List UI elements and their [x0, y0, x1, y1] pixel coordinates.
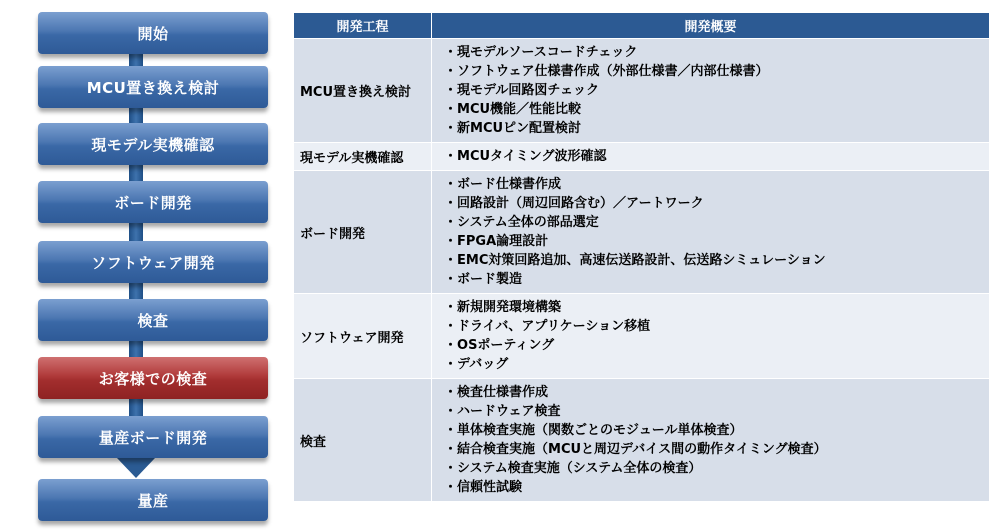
overview-item: ・ 新規開発環境構築	[444, 298, 989, 317]
flow-step-current-model-check: 現モデル実機確認	[38, 123, 268, 165]
row-overview	[432, 39, 990, 143]
overview-item: ・ 現モデルソースコードチェック	[444, 43, 989, 62]
overview-item: ・ ボード仕様書作成	[444, 175, 989, 194]
overview-item: ・ ソフトウェア仕様書作成（外部仕様書／内部仕様書）	[444, 62, 989, 81]
table-row	[294, 39, 990, 143]
overview-item: ・ 単体検査実施（関数ごとのモジュール単体検査）	[444, 421, 989, 440]
process-flow	[0, 0, 280, 532]
row-process-label: 現モデル実機確認	[294, 143, 432, 171]
overview-item: ・ 現モデル回路図チェック	[444, 81, 989, 100]
overview-item: ・ 結合検査実施（MCUと周辺デバイス間の動作タイミング検査）	[444, 440, 989, 459]
header-overview: 開発概要	[432, 13, 990, 39]
table-row	[294, 143, 990, 171]
flow-step-customer-inspection: お客様での検査	[38, 357, 268, 399]
flow-step-mass-production-board: 量産ボード開発	[38, 416, 268, 458]
flow-step-inspection: 検査	[38, 299, 268, 341]
overview-item: ・ 信頼性試験	[444, 478, 989, 497]
overview-item: ・ OSポーティング	[444, 336, 989, 355]
table-header-row	[294, 13, 990, 39]
overview-item: ・ システム検査実施（システム全体の検査）	[444, 459, 989, 478]
row-process-label: MCU置き換え検討	[294, 39, 432, 143]
overview-item: ・ ハードウェア検査	[444, 402, 989, 421]
overview-item: ・ 新MCUピン配置検討	[444, 119, 989, 138]
development-table	[293, 12, 990, 502]
row-process-label: ソフトウェア開発	[294, 294, 432, 379]
overview-item: ・ デバッグ	[444, 355, 989, 374]
overview-item: ・ ボード製造	[444, 270, 989, 289]
overview-item: ・ MCU機能／性能比較	[444, 100, 989, 119]
row-process-label: 検査	[294, 379, 432, 502]
overview-item: ・ 検査仕様書作成	[444, 383, 989, 402]
flow-step-mcu-replacement: MCU置き換え検討	[38, 66, 268, 108]
row-overview	[432, 379, 990, 502]
row-overview	[432, 171, 990, 294]
table-row	[294, 171, 990, 294]
table-row	[294, 379, 990, 502]
overview-item: ・ 回路設計（周辺回路含む）／アートワーク	[444, 194, 989, 213]
flow-arrow-head	[117, 458, 155, 478]
flow-step-mass-production: 量産	[38, 479, 268, 521]
overview-item: ・ システム全体の部品選定	[444, 213, 989, 232]
header-process: 開発工程	[294, 13, 432, 39]
row-overview	[432, 143, 990, 171]
overview-item: ・ ドライバ、アプリケーション移植	[444, 317, 989, 336]
flow-step-start: 開始	[38, 12, 268, 54]
table-row	[294, 294, 990, 379]
row-process-label: ボード開発	[294, 171, 432, 294]
overview-item: ・ FPGA論理設計	[444, 232, 989, 251]
flow-step-board-development: ボード開発	[38, 181, 268, 223]
overview-item: ・ EMC対策回路追加、高速伝送路設計、伝送路シミュレーション	[444, 251, 989, 270]
row-overview	[432, 294, 990, 379]
flow-step-software-development: ソフトウェア開発	[38, 241, 268, 283]
overview-item: ・ MCUタイミング波形確認	[444, 147, 989, 166]
